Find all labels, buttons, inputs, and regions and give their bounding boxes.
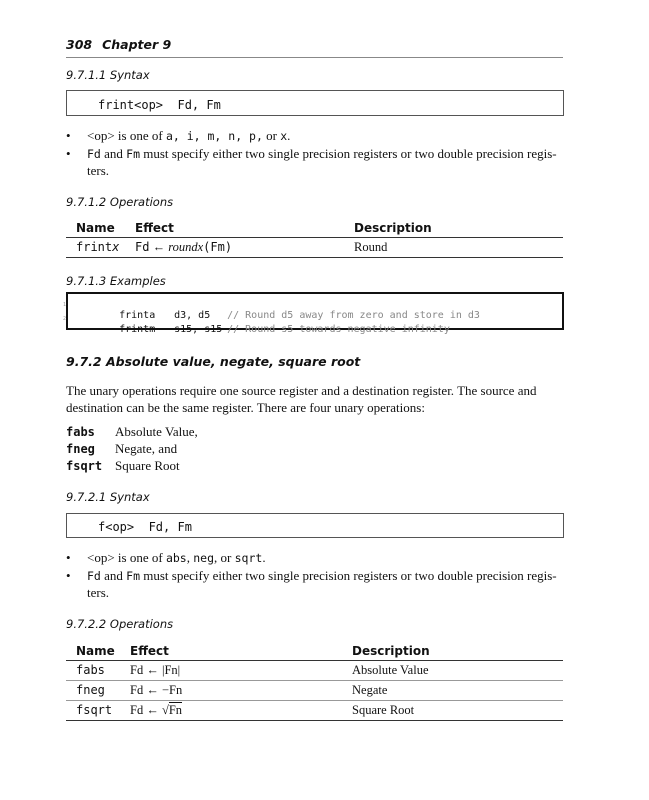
table-header-row: Name Effect Description <box>76 221 432 235</box>
table-row: fabs Fd ← |Fn| Absolute Value <box>76 663 429 677</box>
section-heading-9721: 9.7.2.1 Syntax <box>66 490 150 504</box>
chapter-title: Chapter 9 <box>102 37 172 52</box>
section-heading-9713: 9.7.1.3 Examples <box>66 274 166 288</box>
table-row: fneg Fd ← −Fn Negate <box>76 683 388 697</box>
operations-table <box>66 643 563 723</box>
bullet-list: • <op> is one of abs, neg, or sqrt. • Fd and Fm must specify either two single precision registers or two double precision regis- ters. <box>66 550 557 600</box>
section-heading-9712: 9.7.1.2 Operations <box>66 195 174 209</box>
table-header-row: Name Effect Description <box>76 644 430 658</box>
code-line: 2 frintm s15, s15 // Round s5 towards negative infinity <box>63 316 450 335</box>
page-number: 308 <box>66 37 93 52</box>
op-description: Round <box>354 240 388 254</box>
operations-table <box>66 220 563 260</box>
bullet-list: • <op> is one of a, i, m, n, p, or x. • Fd and Fm must specify either two single precision registers or two double precision regis- ters. <box>66 128 557 178</box>
op-effect: Fd ← roundx(Fm) <box>135 240 233 254</box>
paragraph: The unary operations require one source register and a destination register. The source and destination can be the same register. There are four unary operations: <box>66 383 537 415</box>
code-example-box <box>63 292 564 335</box>
syntax-code: frint<op> Fd, Fm <box>98 98 221 112</box>
op-name: frintx <box>76 240 120 254</box>
code-line: 1 frinta d3, d5 // Round d5 away from zero and store in d3 <box>63 302 480 321</box>
list-item: fabs Absolute Value, <box>66 424 198 439</box>
list-item: fneg Negate, and <box>66 441 178 456</box>
list-item: fsqrt Square Root <box>66 458 180 473</box>
syntax-code: f<op> Fd, Fm <box>98 520 192 534</box>
section-heading-9722: 9.7.2.2 Operations <box>66 617 174 631</box>
syntax-box <box>66 90 564 116</box>
table-row: fsqrt Fd ← √Fn Square Root <box>76 703 415 717</box>
section-heading-9711: 9.7.1.1 Syntax <box>66 68 150 82</box>
syntax-box <box>66 513 564 538</box>
running-header <box>66 37 563 58</box>
section-heading-972: 9.7.2 Absolute value, negate, square root <box>66 354 361 369</box>
